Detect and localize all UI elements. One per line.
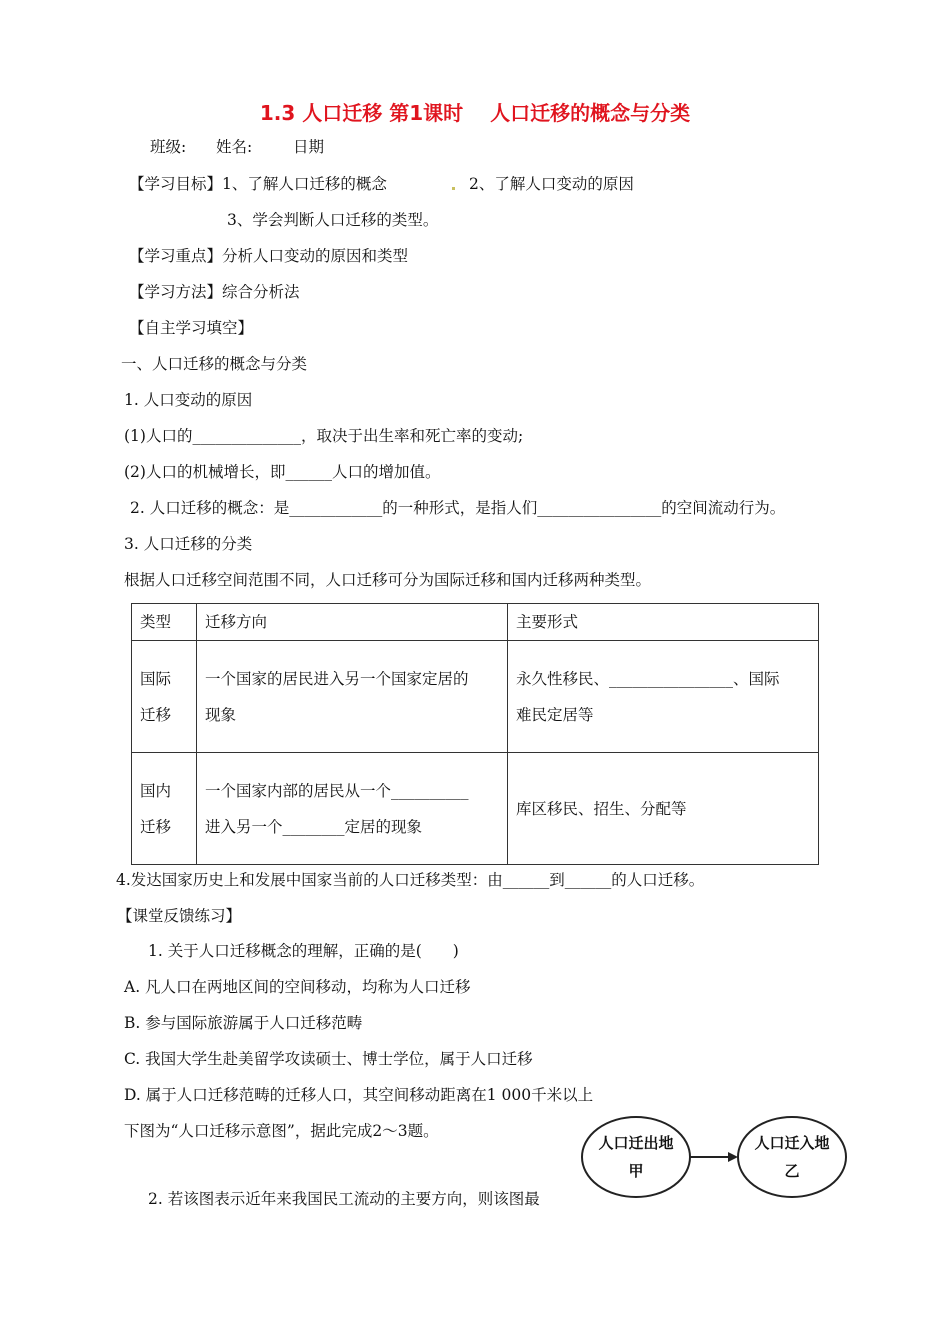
option-a: A. 凡人口在两地区间的空间移动，均称为人口迁移 <box>124 978 471 996</box>
method-text: 综合分析法 <box>222 283 300 301</box>
question-3-intro: 根据人口迁移空间范围不同，人口迁移可分为国际迁移和国内迁移两种类型。 <box>124 571 652 589</box>
direction-cell: 一个国家的居民进入另一个国家定居的 现象 <box>197 641 508 753</box>
option-d: D. 属于人口迁移范畴的迁移人口，其空间移动距离在1 000千米以上 <box>124 1086 594 1104</box>
form-cell: 库区移民、招生、分配等 <box>508 753 819 865</box>
section-heading: 一、人口迁移的概念与分类 <box>121 355 308 373</box>
feedback-question-1: 1. 关于人口迁移概念的理解，正确的是( ) <box>148 942 459 960</box>
question-1-heading: 1. 人口变动的原因 <box>124 391 253 409</box>
question-1-line-1: (1)人口的______________，取决于出生率和死亡率的变动; <box>124 427 524 445</box>
destination-name: 乙 <box>784 1162 800 1180</box>
speck <box>452 187 455 190</box>
type-cell: 国内 迁移 <box>132 753 197 865</box>
feedback-heading: 【课堂反馈练习】 <box>117 907 242 925</box>
learning-goals <box>129 174 387 194</box>
focus-label: 【学习重点】 <box>129 247 223 265</box>
migration-diagram <box>580 1115 850 1199</box>
question-4: 4.发达国家历史上和发展中国家当前的人口迁移类型：由______到______的人口迁移。 <box>116 871 705 889</box>
form-cell: 永久性移民、________________、国际 难民定居等 <box>508 641 819 753</box>
header-direction: 迁移方向 <box>197 604 508 641</box>
date-label: 日期 <box>293 138 325 156</box>
origin-node <box>584 1129 688 1185</box>
question-3-heading: 3. 人口迁移的分类 <box>124 535 253 553</box>
focus-text: 分析人口变动的原因和类型 <box>222 247 409 265</box>
method-label: 【学习方法】 <box>129 283 223 301</box>
self-study-heading: 【自主学习填空】 <box>129 319 254 337</box>
question-1-line-2: (2)人口的机械增长，即______人口的增加值。 <box>124 463 441 481</box>
migration-types-table <box>131 603 819 865</box>
name-label: 姓名: <box>216 138 253 156</box>
type-cell: 国际 迁移 <box>132 641 197 753</box>
option-b: B. 参与国际旅游属于人口迁移范畴 <box>124 1014 363 1032</box>
page-title: 1.3 人口迁移 第1课时 人口迁移的概念与分类 <box>259 101 691 125</box>
goal-1: 1、了解人口迁移的概念 <box>222 175 387 193</box>
goals-label: 【学习目标】 <box>129 175 223 193</box>
header-type: 类型 <box>132 604 197 641</box>
figure-intro: 下图为“人口迁移示意图”，据此完成2～3题。 <box>124 1122 439 1140</box>
question-2: 2. 人口迁移的概念：是____________的一种形式，是指人们________________的空间流动行为。 <box>130 499 786 517</box>
table-header-row <box>132 604 819 641</box>
destination-label: 人口迁入地 <box>754 1134 830 1152</box>
header-form: 主要形式 <box>508 604 819 641</box>
origin-name: 甲 <box>628 1162 644 1180</box>
arrow-head-icon <box>728 1152 738 1162</box>
learning-focus <box>129 246 408 266</box>
destination-node <box>740 1129 844 1185</box>
origin-label: 人口迁出地 <box>598 1134 674 1152</box>
table-row <box>132 753 819 865</box>
table-row <box>132 641 819 753</box>
learning-method <box>129 282 300 302</box>
direction-cell: 一个国家内部的居民从一个__________ 进入另一个________定居的现象 <box>197 753 508 865</box>
goal-2: 2、了解人口变动的原因 <box>469 175 634 193</box>
option-c: C. 我国大学生赴美留学攻读硕士、博士学位，属于人口迁移 <box>124 1050 533 1068</box>
feedback-question-2: 2. 若该图表示近年来我国民工流动的主要方向，则该图最 <box>148 1190 540 1208</box>
goal-3: 3、学会判断人口迁移的类型。 <box>227 211 439 229</box>
class-label: 班级: <box>150 138 187 156</box>
